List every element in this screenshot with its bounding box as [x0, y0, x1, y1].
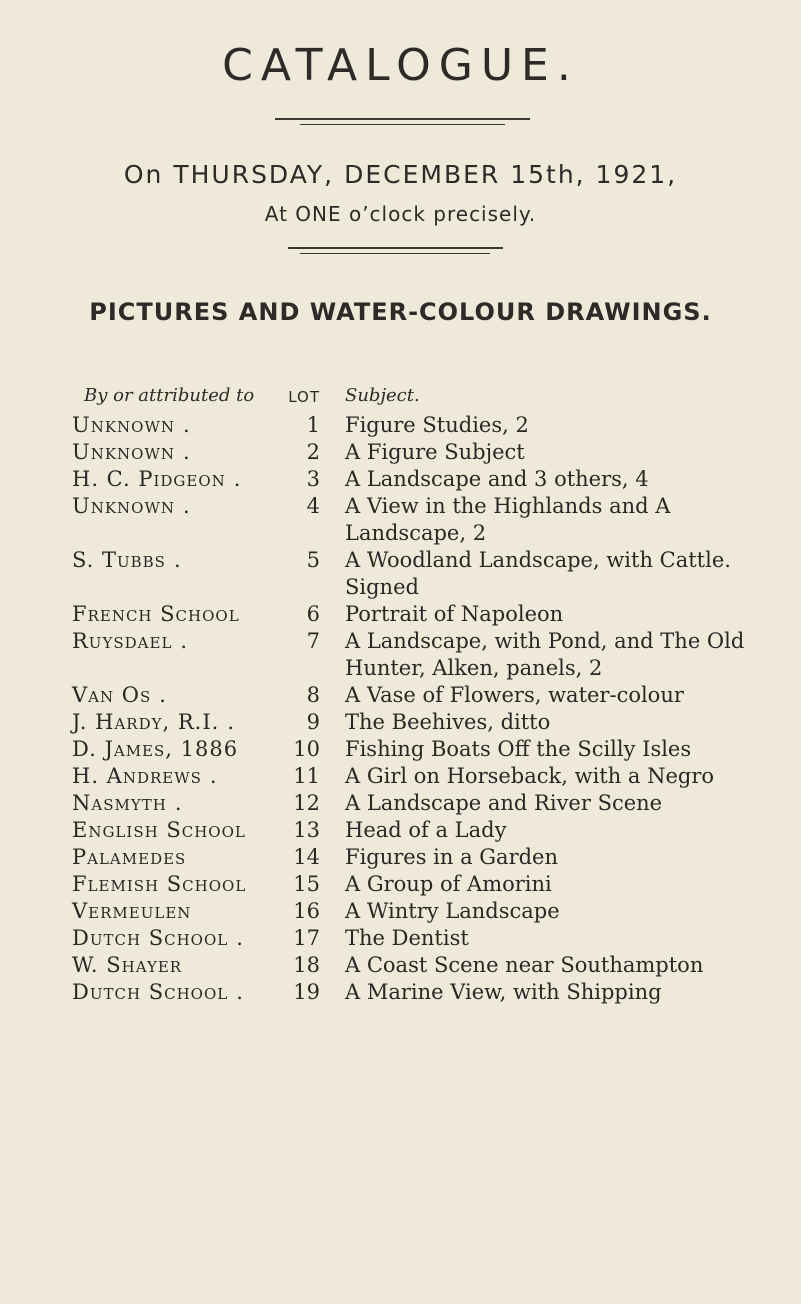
sale-date: On THURSDAY, DECEMBER 15th, 1921,: [123, 160, 678, 189]
lot-number: 8: [306, 683, 320, 707]
lot-subject: A Girl on Horseback, with a Negro: [345, 764, 715, 788]
lot-artist: Dutch School .: [72, 980, 243, 1004]
lot-artist-dots: .: [183, 413, 190, 437]
lot-subject: A Wintry Landscape: [345, 899, 560, 923]
lot-number: 17: [293, 926, 320, 950]
lot-subject: Fishing Boats Off the Scilly Isles: [345, 737, 692, 761]
lot-artist: J. Hardy, R.I. .: [72, 710, 235, 734]
title-rule: [275, 118, 530, 120]
lot-subject: A View in the Highlands and A Landscape, 2: [345, 494, 671, 545]
lot-row: [0, 682, 801, 709]
lot-artist: D. James, 1886: [72, 737, 239, 761]
lot-row: [0, 925, 801, 952]
lot-number: 19: [293, 980, 320, 1004]
lot-artist: Dutch School .: [72, 926, 243, 950]
lot-list: [0, 412, 801, 1006]
lot-number: 9: [306, 710, 320, 734]
lot-row: [0, 763, 801, 790]
lot-column-header: LOT: [288, 388, 320, 406]
lot-row: [0, 412, 801, 439]
lot-row: [0, 790, 801, 817]
lot-artist: Palamedes: [72, 845, 187, 869]
lot-number: 11: [293, 764, 320, 788]
lot-subject: A Woodland Landscape, with Cattle. Signed: [345, 548, 731, 599]
lot-number: 7: [306, 629, 320, 653]
subject-column-header: Subject.: [345, 385, 420, 406]
lot-artist-dots: .: [183, 440, 190, 464]
lot-artist: Nasmyth .: [72, 791, 182, 815]
lot-number: 15: [293, 872, 320, 896]
lot-row: [0, 493, 801, 547]
lot-subject: A Landscape, with Pond, and The Old Hunter, Alken, panels, 2: [345, 629, 745, 680]
lot-row: [0, 628, 801, 682]
lot-row: [0, 601, 801, 628]
lot-row: [0, 547, 801, 601]
lot-artist: Unknown .: [72, 440, 190, 464]
lot-artist-dots: .: [159, 683, 166, 707]
lot-subject: Head of a Lady: [345, 818, 507, 842]
lot-artist: W. Shayer: [72, 953, 183, 977]
lot-number: 6: [306, 602, 320, 626]
lot-artist-dots: .: [236, 926, 243, 950]
lot-artist: English School: [72, 818, 246, 842]
lot-artist: Flemish School: [72, 872, 247, 896]
lot-subject: Figure Studies, 2: [345, 413, 529, 437]
date-rule: [288, 247, 503, 249]
lot-artist: French School: [72, 602, 240, 626]
lot-subject: A Marine View, with Shipping: [345, 980, 662, 1004]
lot-row: [0, 466, 801, 493]
lot-subject: A Figure Subject: [345, 440, 525, 464]
lot-row: [0, 979, 801, 1006]
lot-subject: Figures in a Garden: [345, 845, 559, 869]
lot-number: 12: [293, 791, 320, 815]
lot-artist: Vermeulen: [72, 899, 192, 923]
lot-subject: A Group of Amorini: [345, 872, 552, 896]
date-rule-thin: [300, 253, 490, 254]
lot-subject: A Vase of Flowers, water-colour: [345, 683, 684, 707]
lot-artist-dots: .: [227, 710, 235, 734]
lot-artist: H. Andrews .: [72, 764, 217, 788]
lot-number: 3: [306, 467, 320, 491]
lot-number: 10: [293, 737, 320, 761]
lot-number: 16: [293, 899, 320, 923]
lot-number: 4: [306, 494, 320, 518]
lot-artist: Unknown .: [72, 413, 190, 437]
lot-subject: Portrait of Napoleon: [345, 602, 564, 626]
lot-number: 1: [306, 413, 320, 437]
lot-artist-dots: .: [236, 980, 243, 1004]
lot-row: [0, 736, 801, 763]
catalogue-title: CATALOGUE.: [222, 40, 579, 91]
section-heading: PICTURES AND WATER-COLOUR DRAWINGS.: [89, 298, 712, 326]
lot-row: [0, 871, 801, 898]
lot-subject: The Dentist: [345, 926, 469, 950]
lot-artist-dots: .: [209, 764, 217, 788]
lot-row: [0, 844, 801, 871]
lot-number: 2: [306, 440, 320, 464]
lot-artist-dots: .: [180, 629, 188, 653]
lot-artist-dots: .: [183, 494, 190, 518]
lot-artist-dots: .: [233, 467, 241, 491]
lot-row: [0, 898, 801, 925]
lot-artist: Ruysdael .: [72, 629, 188, 653]
lot-row: [0, 709, 801, 736]
lot-artist: S. Tubbs .: [72, 548, 181, 572]
lot-artist: Van Os .: [72, 683, 166, 707]
lot-row: [0, 439, 801, 466]
lot-subject: A Coast Scene near Southampton: [345, 953, 704, 977]
lot-artist: H. C. Pidgeon .: [72, 467, 241, 491]
lot-artist: Unknown .: [72, 494, 190, 518]
lot-subject: The Beehives, ditto: [345, 710, 551, 734]
lot-number: 14: [293, 845, 320, 869]
lot-artist-dots: .: [173, 548, 181, 572]
artist-column-header: By or attributed to: [84, 385, 255, 406]
lot-row: [0, 952, 801, 979]
lot-number: 13: [293, 818, 320, 842]
lot-subject: A Landscape and 3 others, 4: [345, 467, 649, 491]
lot-row: [0, 817, 801, 844]
lot-number: 5: [306, 548, 320, 572]
lot-number: 18: [293, 953, 320, 977]
sale-time: At ONE o’clock precisely.: [264, 202, 537, 226]
title-rule-thin: [300, 124, 505, 125]
lot-artist-dots: .: [174, 791, 182, 815]
lot-subject: A Landscape and River Scene: [345, 791, 663, 815]
